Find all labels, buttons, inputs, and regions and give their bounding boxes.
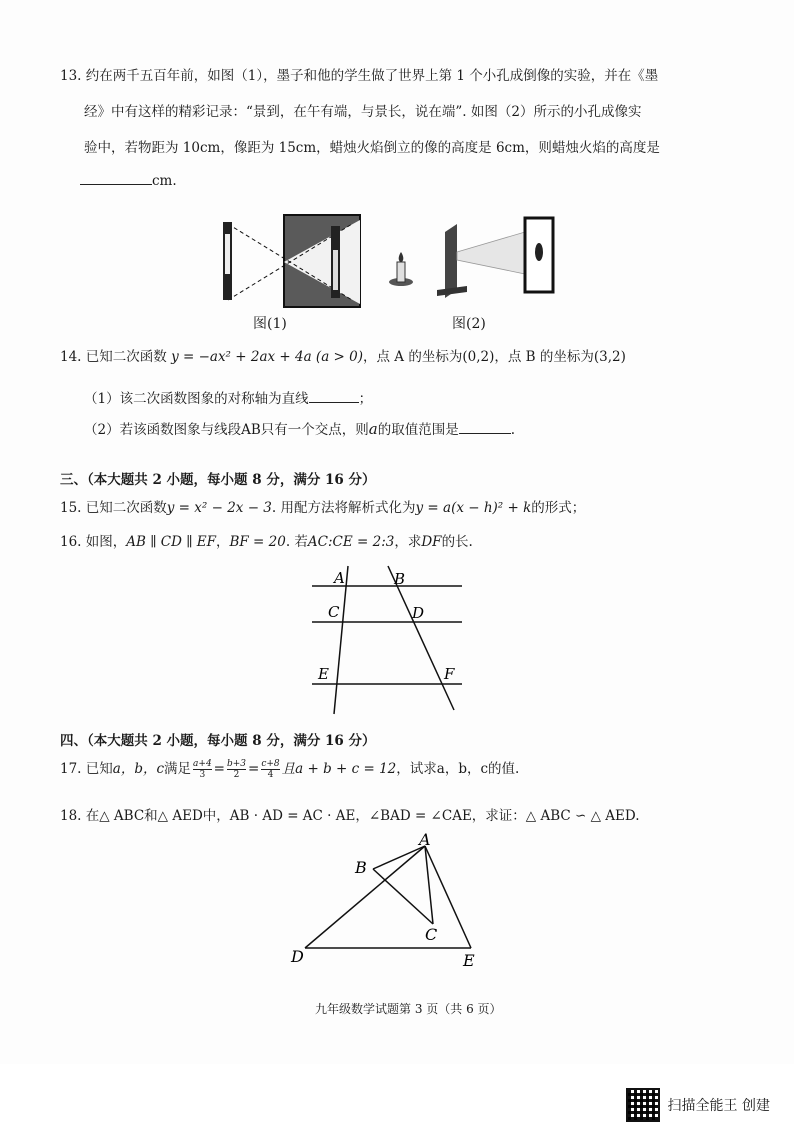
q14-formula: y = −ax² + 2ax + 4a (a > 0)	[171, 349, 364, 365]
fraction-3-num: c+8	[261, 758, 280, 769]
pinhole-figure-1	[212, 212, 362, 312]
q13-blank	[80, 170, 152, 185]
parallel-lines-figure	[300, 562, 480, 717]
q15-prefix: 15. 已知二次函数	[60, 500, 167, 516]
fig2-caption: 图(2)	[452, 316, 486, 332]
fig1-caption: 图(1)	[253, 316, 287, 332]
pinhole-board	[445, 224, 457, 298]
q15-formula1: y = x² − 2x − 3	[166, 500, 272, 516]
scanner-watermark	[626, 1100, 770, 1122]
q13-answer-line	[80, 170, 177, 192]
q15-middle: . 用配方法将解析式化为	[271, 500, 416, 516]
label-b: B	[394, 570, 406, 588]
q16-target: DF	[421, 534, 442, 550]
q15	[60, 497, 585, 519]
label-e: E	[463, 951, 475, 970]
fraction-2-num: b+3	[226, 758, 247, 769]
label-d: D	[412, 604, 425, 622]
q16-ratio: AC:CE = 2:3	[307, 534, 395, 550]
q14-part2-end: .	[510, 422, 516, 438]
label-c: C	[328, 603, 340, 621]
fraction-1-num: a+4	[193, 758, 212, 769]
q14-part2	[84, 418, 515, 441]
q14-var-a: a	[368, 420, 378, 438]
q13-unit: cm.	[152, 173, 177, 189]
q14-blank1	[309, 388, 359, 403]
q16-sep: ，	[215, 534, 230, 550]
light-beam	[457, 232, 525, 274]
q13-line3: 验中，若物距为 10cm，像距为 15cm，蜡烛火焰倒立的像的高度是 6cm，则蜡烛火焰的高度是	[84, 140, 660, 156]
q17: 17. 已知 a，b，c 满足 $\frac{a+4}{3}$ = $\frac{b+3}{2}$ = $\frac{c+8}{4}$ 且a + b + c = 12 ，试求a，b，c的值.	[60, 758, 520, 780]
label-c: C	[425, 925, 438, 944]
q16-mid: . 若	[285, 534, 308, 550]
label-d: D	[291, 947, 304, 966]
q17-mid: 满足	[164, 761, 192, 777]
q14-part2-suffix: 的取值范围是	[377, 422, 459, 438]
section-3-heading: 三、（本大题共 2 小题，每小题 8 分，满分 16 分）	[60, 472, 376, 488]
transversal-ace	[334, 566, 348, 714]
q14-blank2	[459, 419, 511, 434]
q13-line2: 经》中有这样的精彩记录：“景到，在午有端，与景长，说在端”. 如图（2）所示的小孔成像实	[84, 104, 642, 120]
fraction-3-den: 4	[267, 769, 274, 780]
screen-image	[535, 243, 543, 261]
q14-stem	[60, 346, 626, 368]
qr-code-icon	[626, 1088, 660, 1122]
label-f: F	[444, 665, 455, 683]
q16-ask: ，求	[394, 534, 422, 550]
q14-part2-text: （2）若该函数图象与线段AB只有一个交点，则	[84, 422, 369, 438]
q15-formula2: y = a(x − h)² + k	[415, 500, 532, 516]
q17-cond: 且a + b + c = 12	[281, 761, 397, 777]
q15-suffix: 的形式；	[531, 500, 586, 516]
fraction-1-den: 3	[199, 769, 206, 780]
q17-prefix: 17. 已知	[60, 761, 113, 777]
q17-ask: ，试求a，b，c的值.	[396, 761, 520, 777]
label-e: E	[318, 665, 329, 683]
similar-triangles-figure	[285, 832, 485, 974]
q16-prefix: 16. 如图，	[60, 534, 127, 550]
q14-suffix: ，点 A 的坐标为(0,2)，点 B 的坐标为(3,2)	[363, 349, 626, 365]
page-footer: 九年级数学试题第 3 页（共 6 页）	[315, 1002, 502, 1016]
pinhole-figure-2	[385, 212, 560, 302]
section-4-heading: 四、（本大题共 2 小题，每小题 8 分，满分 16 分）	[60, 733, 376, 749]
q16-bf: BF = 20	[229, 534, 286, 550]
label-a: A	[419, 832, 431, 849]
label-a: A	[334, 569, 345, 587]
q18: 18. 在△ ABC和△ AED中，AB · AD = AC · AE，∠BAD = ∠CAE，求证：△ ABC ∽ △ AED.	[60, 808, 640, 824]
q14-prefix: 14. 已知二次函数	[60, 349, 172, 365]
q16-parallel: AB ∥ CD ∥ EF	[126, 534, 216, 550]
fraction-2-den: 2	[233, 769, 240, 780]
label-b: B	[355, 858, 367, 877]
candle-icon	[397, 262, 405, 282]
q14-part1-text: （1）该二次函数图象的对称轴为直线	[84, 391, 309, 407]
q13-line1: 13. 约在两千五百年前，如图（1），墨子和他的学生做了世界上第 1 个小孔成倒像的实验，并在《墨	[60, 68, 659, 84]
fraction-3	[261, 759, 279, 780]
q14-part1	[84, 388, 372, 410]
fraction-1	[193, 759, 212, 780]
scanner-text: 扫描全能王 创建	[667, 1098, 770, 1114]
q17-vars: a，b，c	[112, 761, 165, 777]
q16-suffix: 的长.	[441, 534, 473, 550]
q14-part1-end: ；	[358, 391, 373, 407]
q16	[60, 531, 473, 553]
fraction-2	[227, 759, 246, 780]
